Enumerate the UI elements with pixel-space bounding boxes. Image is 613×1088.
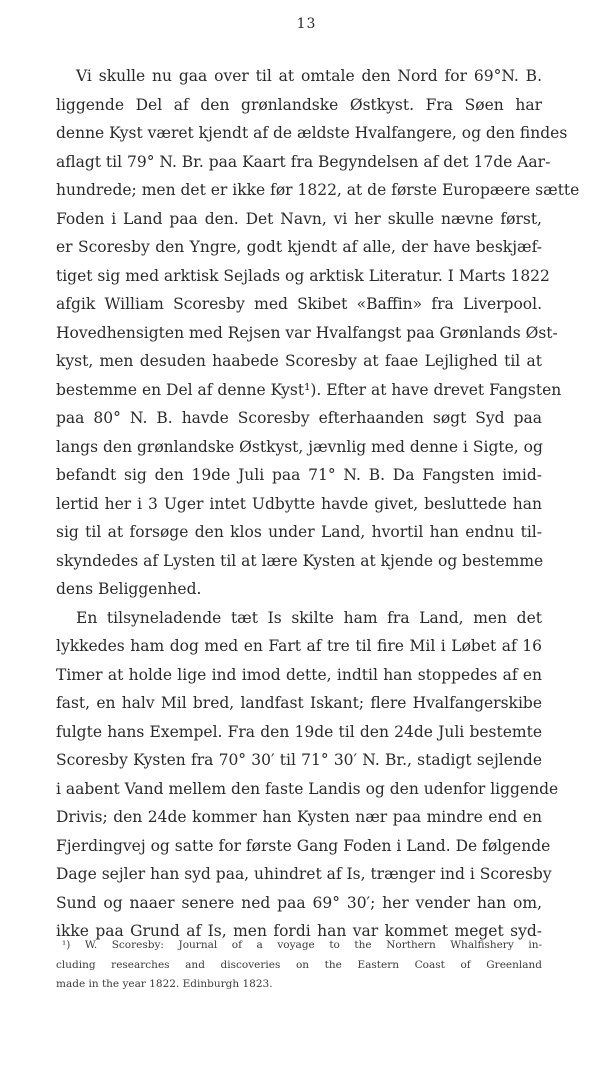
- paragraph: [56, 604, 559, 946]
- text-line: Foden i Land paa den. Det Navn, vi her skulle nævne først,: [56, 209, 542, 228]
- footnote-line: made in the year 1822. Edinburgh 1823.: [56, 978, 273, 990]
- text-line: Scoresby Kysten fra 70° 30′ til 71° 30′ N. Br., stadigt sejlende: [56, 751, 542, 769]
- text-line: sig til at forsøge den klos under Land, hvortil han endnu til-: [56, 523, 542, 541]
- text-line: aflagt til 79° N. Br. paa Kaart fra Begyndelsen af det 17de Aar-: [56, 152, 551, 171]
- text-line: befandt sig den 19de Juli paa 71° N. B. Da Fangsten imid-: [56, 466, 542, 484]
- text-line: Drivis; den 24de kommer han Kysten nær paa mindre end en: [56, 808, 542, 826]
- text-line: kyst, men desuden haabede Scoresby at faae Lejlighed til at: [56, 352, 542, 370]
- page-number: 13: [296, 16, 317, 32]
- text-line: fast, en halv Mil bred, landfast Iskant; flere Hvalfangerskibe: [56, 694, 542, 712]
- text-line: i aabent Vand mellem den faste Landis og den udenfor liggende: [56, 779, 559, 798]
- footnote-line: ¹) W. Scoresby: Journal of a voyage to the Northern Whalfishery in-: [62, 939, 542, 951]
- text-line: Sund og naaer senere ned paa 69° 30′; her vender han om,: [56, 893, 542, 912]
- text-line: Hovedhensigten med Rejsen var Hvalfangst paa Grønlands Øst-: [56, 323, 558, 342]
- text-line: afgik William Scoresby med Skibet «Baffin» fra Liverpool.: [56, 295, 542, 313]
- text-line: Dage sejler han syd paa, uhindret af Is, trænger ind i Scoresby: [56, 865, 552, 883]
- text-line: Timer at holde lige ind imod dette, indtil han stoppedes af en: [56, 665, 542, 684]
- body-text: [56, 62, 580, 946]
- text-line: paa 80° N. B. havde Scoresby efterhaanden søgt Syd paa: [56, 409, 542, 427]
- text-line: langs den grønlandske Østkyst, jævnlig med denne i Sigte, og: [56, 437, 543, 456]
- text-line: ikke paa Grund af Is, men fordi han var kommet meget syd-: [56, 922, 542, 940]
- footnote-line: cluding researches and discoveries on the Eastern Coast of Greenland: [56, 958, 542, 971]
- footnote: [56, 936, 542, 995]
- text-line: er Scoresby den Yngre, godt kjendt af alle, der have beskjæf-: [56, 238, 542, 256]
- paragraph: [56, 62, 580, 604]
- text-line: Vi skulle nu gaa over til at omtale den Nord for 69°N. B.: [76, 67, 542, 85]
- text-line: liggende Del af den grønlandske Østkyst. Fra Søen har: [56, 95, 542, 114]
- text-line: dens Beliggenhed.: [56, 580, 202, 598]
- text-line: tiget sig med arktisk Sejlads og arktisk Literatur. I Marts 1822: [56, 266, 550, 285]
- text-line: lykkedes ham dog med en Fart af tre til fire Mil i Løbet af 16: [56, 637, 542, 655]
- text-line: En tilsyneladende tæt Is skilte ham fra Land, men det: [76, 608, 542, 627]
- text-line: skyndedes af Lysten til at lære Kysten at kjende og bestemme: [56, 551, 544, 570]
- text-line: denne Kyst været kjendt af de ældste Hvalfangere, og den findes: [56, 124, 568, 142]
- text-line: hundrede; men det er ikke før 1822, at de første Europæere sætte: [56, 181, 580, 199]
- text-line: fulgte hans Exempel. Fra den 19de til den 24de Juli bestemte: [56, 722, 542, 741]
- text-line: bestemme en Del af denne Kyst¹). Efter at have drevet Fangsten: [56, 380, 562, 399]
- text-line: Fjerdingvej og satte for første Gang Foden i Land. De følgende: [56, 836, 551, 855]
- text-line: lertid her i 3 Uger intet Udbytte havde givet, besluttede han: [56, 494, 542, 513]
